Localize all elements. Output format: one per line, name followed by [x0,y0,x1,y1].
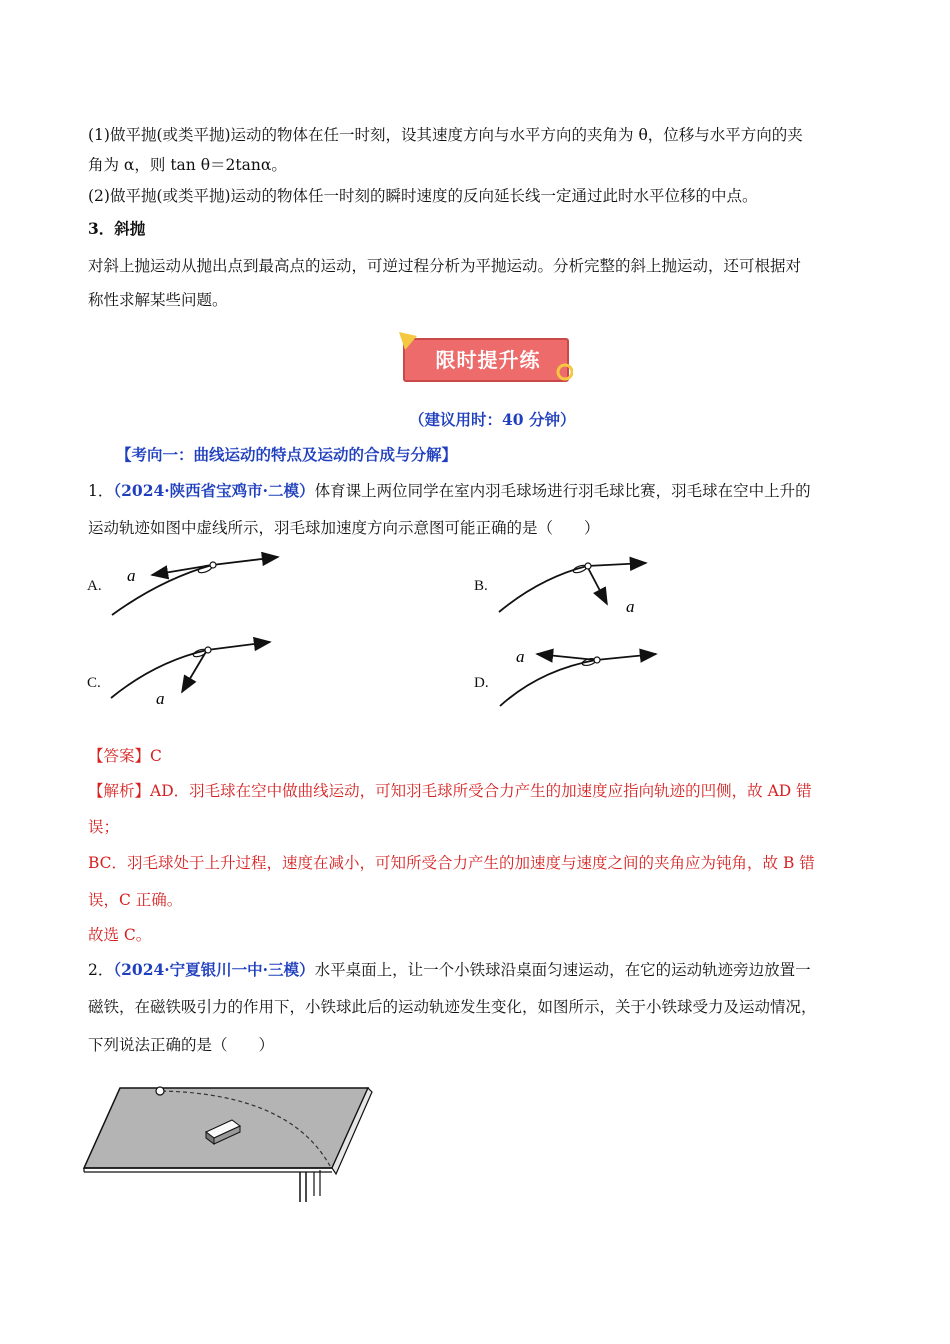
intro-paragraph-3-line-2: 称性求解某些问题。 [88,291,228,309]
q1-analysis-line-2: 误； [88,818,120,836]
q1-stem-line-2: 运动轨迹如图中虚线所示，羽毛球加速度方向示意图可能正确的是（ ） [88,519,600,537]
option-c-a-symbol: a [156,689,165,708]
q2-source: （2024·宁夏银川一中·三模） [113,960,315,979]
option-c-diagram [111,642,270,708]
option-d-a-symbol: a [516,647,525,666]
intro-paragraph-1-line-1: (1)做平抛(或类平抛)运动的物体在任一时刻，设其速度方向与水平方向的夹角为 θ，位移与水平方向的夹 [88,126,803,144]
iron-ball [156,1087,164,1095]
section-heading-oblique-projectile: 3．斜抛 [88,219,146,238]
q1-number: 1． [88,482,114,500]
option-b-trajectory [499,566,587,612]
option-d-trajectory [500,660,596,706]
answer-value: C [150,747,162,765]
q2-stem-text: 水平桌面上，让一个小铁球沿桌面匀速运动，在它的运动轨迹旁边放置一 [314,961,811,979]
q1-stem-text: 体育课上两位同学在室内羽毛球场进行羽毛球比赛，羽毛球在空中上升的 [314,482,811,500]
answer-tag: 【答案】 [88,747,151,765]
option-a-label[interactable]: A. [87,578,102,594]
option-d-label[interactable]: D. [474,675,489,691]
q1-analysis-line-4: 误，C 正确。 [88,891,183,909]
option-c-velocity-arrow [207,642,270,650]
option-a-diagram [112,557,278,615]
q2-number: 2． [88,961,114,979]
q1-analysis-line-1 [88,781,812,801]
banner-title: 限时提升练 [435,348,541,372]
time-hint: （建议用时：40 分钟） [409,410,576,429]
option-c-label[interactable]: C. [87,675,101,691]
q2-stem-line-1 [88,960,811,980]
analysis-tag: 【解析】 [88,782,151,800]
option-a-velocity-arrow [212,557,278,565]
option-b-diagram [499,563,646,616]
intro-paragraph-1-line-2: 角为 α，则 tan θ＝2tanα。 [88,156,287,174]
intro-paragraph-3-line-1: 对斜上抛运动从抛出点到最高点的运动，可逆过程分析为平抛运动。分析完整的斜上抛运动，还可根据对 [88,257,802,275]
q1-source: （2024·陕西省宝鸡市·二模） [113,481,315,500]
option-d-velocity-arrow [596,654,656,660]
q2-table-magnet-figure [80,1080,380,1210]
q1-answer [88,746,162,766]
q1-analysis-line-3: BC．羽毛球处于上升过程，速度在减小，可知所受合力产生的加速度与速度之间的夹角应为钝角，故 B 错 [88,854,815,872]
option-b-label[interactable]: B. [474,578,488,594]
option-d-diagram [500,647,656,706]
intro-paragraph-2: (2)做平抛(或类平抛)运动的物体任一时刻的瞬时速度的反向延长线一定通过此时水平位移的中点。 [88,187,758,205]
q2-stem-line-3: 下列说法正确的是（ ） [88,1036,275,1054]
analysis-text-1: AD．羽毛球在空中做曲线运动，可知羽毛球所受合力产生的加速度应指向轨迹的凹侧，故 AD 错 [150,782,812,800]
q1-analysis-line-5: 故选 C。 [88,926,152,944]
option-b-velocity-arrow [587,563,646,566]
option-a-a-symbol: a [127,566,136,585]
option-b-acceleration-arrow [587,566,607,604]
option-c-shuttlecock-icon [192,647,211,658]
section-title: 【考向一：曲线运动的特点及运动的合成与分解】 [116,445,458,464]
q2-stem-line-2: 磁铁，在磁铁吸引力的作用下，小铁球此后的运动轨迹发生变化，如图所示，关于小铁球受力及运动情况， [88,998,817,1016]
option-a-shuttlecock-icon [197,562,216,574]
option-b-a-symbol: a [626,597,635,616]
option-b-shuttlecock-icon [572,563,591,574]
